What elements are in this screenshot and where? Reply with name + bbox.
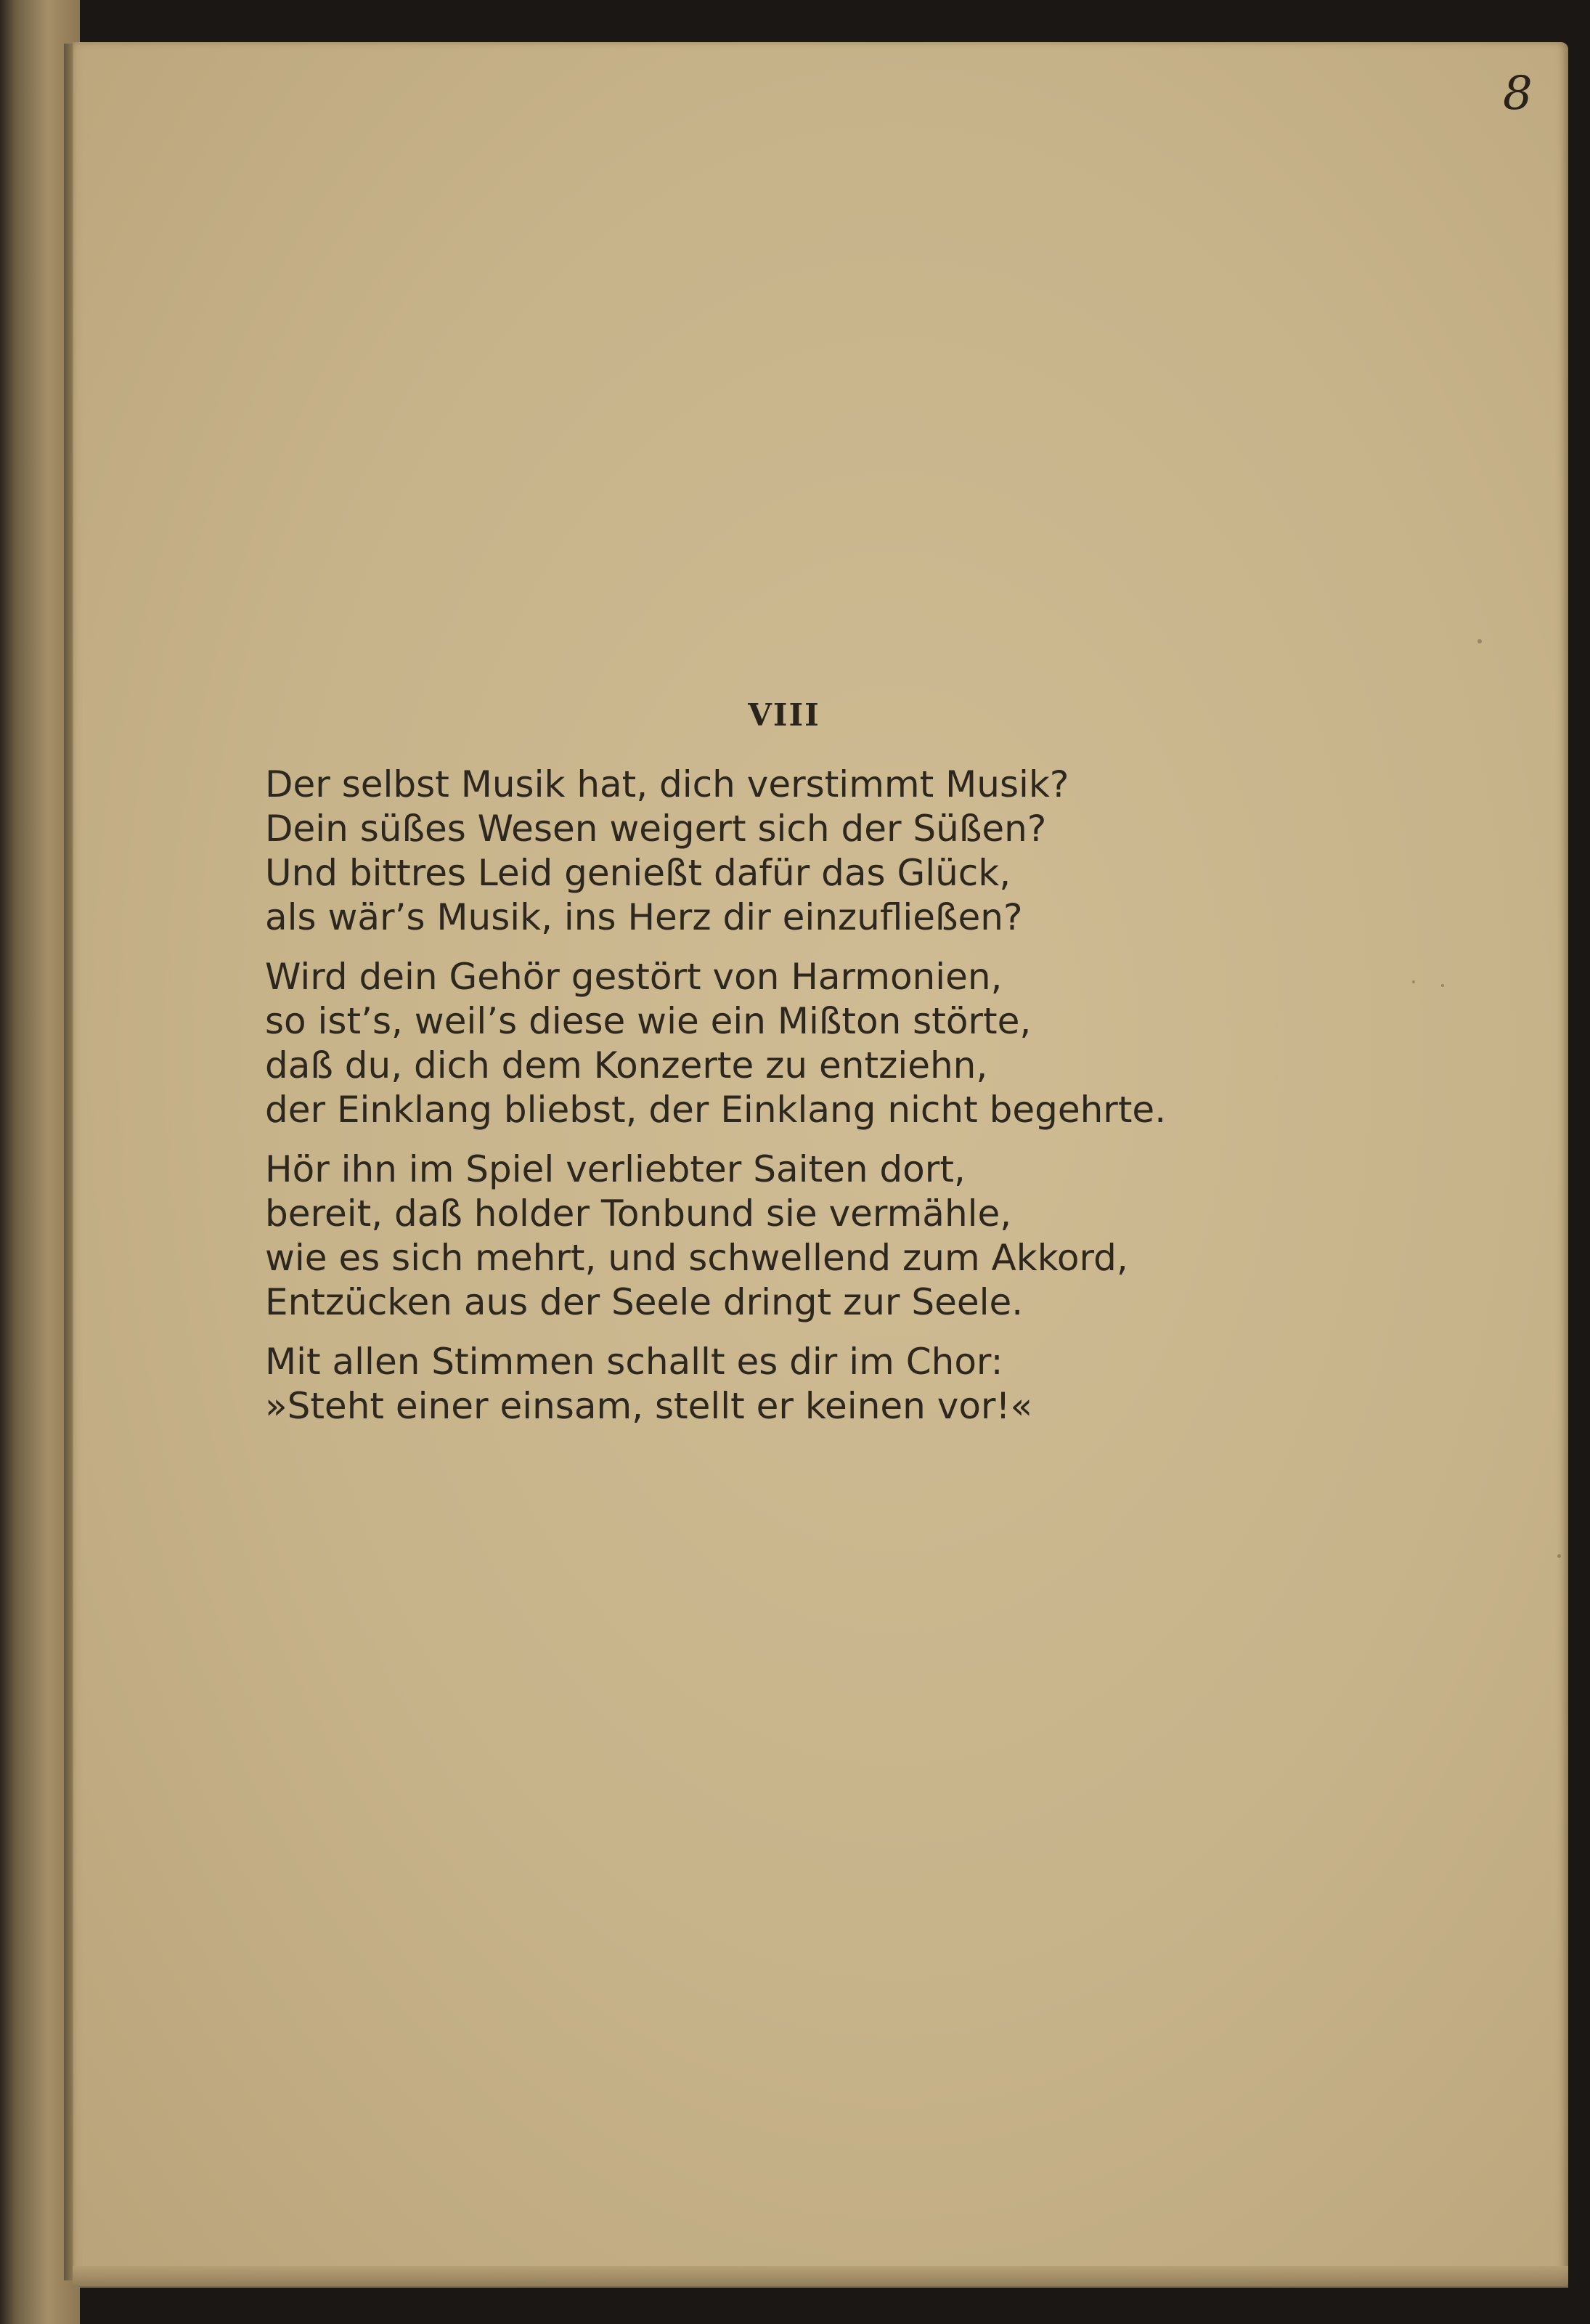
poem-line: Mit allen Stimmen schallt es dir im Chor:	[265, 1341, 1003, 1383]
poem-line: der Einklang bliebst, der Einklang nicht begehrte.	[265, 1089, 1167, 1131]
paper-speck	[1412, 980, 1415, 983]
poem-line: so ist’s, weil’s diese wie ein Mißton störte,	[265, 1000, 1032, 1042]
stanza	[265, 955, 1318, 1132]
gutter-shadow	[64, 44, 74, 2280]
poem-line: Entzücken aus der Seele dringt zur Seele.	[265, 1281, 1024, 1323]
poem-line: Hör ihn im Spiel verliebter Saiten dort,	[265, 1148, 966, 1190]
poem-line: »Steht einer einsam, stellt er keinen vor!«	[265, 1385, 1033, 1427]
poem-line: Und bittres Leid genießt dafür das Glück,	[265, 852, 1011, 894]
poem-line: Der selbst Musik hat, dich verstimmt Musik?	[265, 763, 1069, 805]
page-number: 8	[1503, 67, 1533, 121]
poem-line: wie es sich mehrt, und schwellend zum Akkord,	[265, 1237, 1128, 1279]
stanza	[265, 1340, 1318, 1429]
stanza	[265, 763, 1318, 940]
poem-body	[265, 763, 1318, 1444]
poem-line: Dein süßes Wesen weigert sich der Süßen?	[265, 808, 1047, 850]
poem-line: daß du, dich dem Konzerte zu entziehn,	[265, 1044, 988, 1086]
poem-line: bereit, daß holder Tonbund sie vermähle,	[265, 1193, 1012, 1235]
paper-speck	[1557, 1554, 1561, 1558]
poem-heading: VIII	[748, 697, 820, 733]
poem-line: als wär’s Musik, ins Herz dir einzufließen?	[265, 896, 1023, 938]
poem-line: Wird dein Gehör gestört von Harmonien,	[265, 956, 1003, 998]
paper-speck	[1441, 984, 1444, 987]
page-bottom-edge	[73, 2266, 1568, 2288]
stanza	[265, 1147, 1318, 1325]
paper-speck	[1477, 639, 1482, 643]
